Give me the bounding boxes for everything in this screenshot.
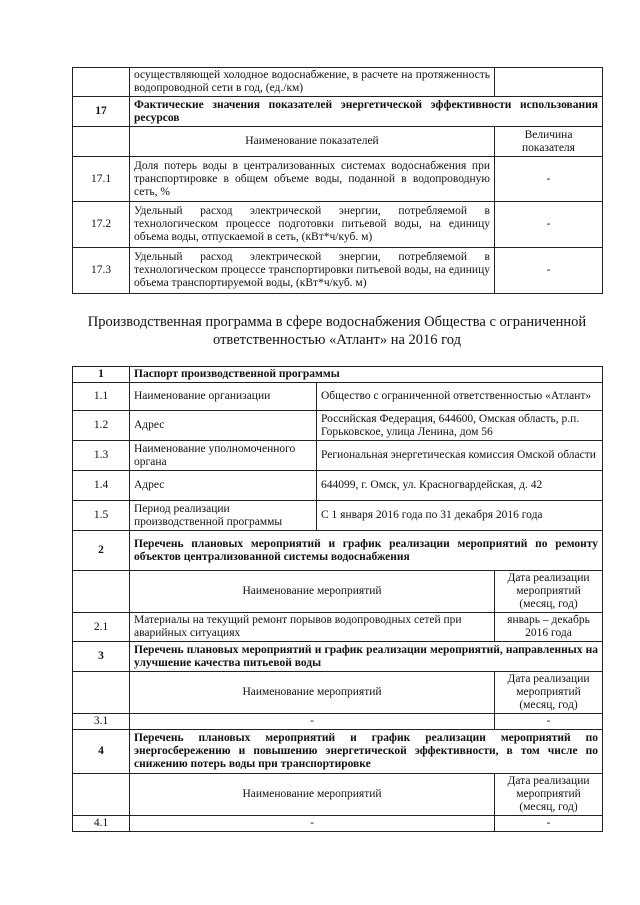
passport-label: Адрес (130, 471, 317, 501)
indicator-value: - (495, 202, 603, 248)
activity-text: - (130, 816, 495, 832)
column-header-name: Наименование мероприятий (130, 672, 495, 714)
program-caption: Производственная программа в сфере водоснабжения Общества с ограниченной ответственностью «Атлант» на 2016 год (87, 314, 587, 348)
passport-value: С 1 января 2016 года по 31 декабря 2016 года (317, 501, 603, 531)
row-number: 1.1 (73, 383, 130, 411)
row-number: 1.3 (73, 441, 130, 471)
passport-label: Наименование организации (130, 383, 317, 411)
indicator-value: - (495, 157, 603, 202)
activity-text: Материалы на текущий ремонт порывов водопроводных сетей при аварийных ситуациях (130, 613, 495, 642)
column-header-name: Наименование мероприятий (130, 571, 495, 613)
column-header-date: Дата реализации мероприятий (месяц, год) (495, 571, 603, 613)
passport-value: 644099, г. Омск, ул. Красногвардейская, д. 42 (317, 471, 603, 501)
section-number: 3 (73, 642, 130, 672)
row-number: 17.1 (73, 157, 130, 202)
indicators-table (72, 67, 603, 294)
column-header-name: Наименование показателей (130, 127, 495, 157)
activity-date: - (495, 816, 603, 832)
row-number: 1.5 (73, 501, 130, 531)
indicator-text: Удельный расход электрической энергии, потребляемой в технологическом процессе транспортировки питьевой воды, на единицу объема транспортируемой воды, (кВт*ч/куб. м) (130, 248, 495, 294)
row-number (73, 774, 130, 816)
activity-date: - (495, 714, 603, 730)
passport-label: Период реализации производственной программы (130, 501, 317, 531)
section-number: 1 (73, 367, 130, 383)
indicator-text: осуществляющей холодное водоснабжение, в расчете на протяженность водопроводной сети в год, (ед./км) (130, 68, 495, 97)
activity-date: январь – декабрь 2016 года (495, 613, 603, 642)
row-number (73, 68, 130, 97)
row-number (73, 127, 130, 157)
column-header-value: Величина показателя (495, 127, 603, 157)
column-header-name: Наименование мероприятий (130, 774, 495, 816)
indicator-value: - (495, 248, 603, 294)
row-number: 1.4 (73, 471, 130, 501)
passport-value: Общество с ограниченной ответственностью «Атлант» (317, 383, 603, 411)
row-number: 1.2 (73, 411, 130, 441)
activity-text: - (130, 714, 495, 730)
section-title: Перечень плановых мероприятий и график реализации мероприятий по ремонту объектов централизованной системы водоснабжения (130, 531, 603, 571)
row-number (73, 571, 130, 613)
row-number: 17.2 (73, 202, 130, 248)
section-number: 4 (73, 730, 130, 774)
row-number: 2.1 (73, 613, 130, 642)
indicator-text: Удельный расход электрической энергии, потребляемой в технологическом процессе подготовки питьевой воды, на единицу объема воды, отпускаемой в сеть, (кВт*ч/куб. м) (130, 202, 495, 248)
row-number: 4.1 (73, 816, 130, 832)
section-number: 17 (73, 97, 130, 127)
indicator-value (495, 68, 603, 97)
section-title: Фактические значения показателей энергетической эффективности использования ресурсов (130, 97, 603, 127)
passport-label: Наименование уполномоченного органа (130, 441, 317, 471)
section-title: Перечень плановых мероприятий и график реализации мероприятий по энергосбережению и повышению энергетической эффективности, в том числе по снижению потерь воды при транспортировке (130, 730, 603, 774)
row-number: 3.1 (73, 714, 130, 730)
passport-value: Региональная энергетическая комиссия Омской области (317, 441, 603, 471)
passport-value: Российская Федерация, 644600, Омская область, р.п. Горьковское, улица Ленина, дом 56 (317, 411, 603, 441)
indicator-text: Доля потерь воды в централизованных системах водоснабжения при транспортировке в общем объеме воды, поданной в водопроводную сеть, % (130, 157, 495, 202)
section-title: Перечень плановых мероприятий и график реализации мероприятий, направленных на улучшение качества питьевой воды (130, 642, 603, 672)
section-number: 2 (73, 531, 130, 571)
column-header-date: Дата реализации мероприятий (месяц, год) (495, 672, 603, 714)
passport-label: Адрес (130, 411, 317, 441)
row-number: 17.3 (73, 248, 130, 294)
column-header-date: Дата реализации мероприятий (месяц, год) (495, 774, 603, 816)
program-table (72, 366, 603, 832)
section-title: Паспорт производственной программы (130, 367, 603, 383)
row-number (73, 672, 130, 714)
